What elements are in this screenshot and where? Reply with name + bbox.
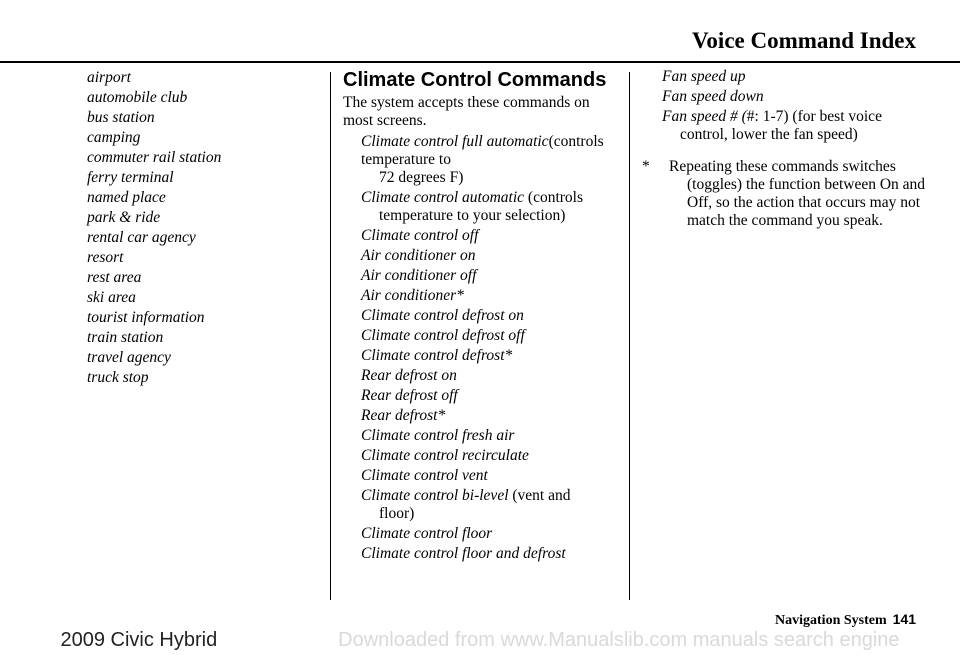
- command-text: Air conditioner on: [361, 247, 476, 264]
- footnote-text: Repeating these commands switches: [669, 158, 896, 175]
- place-item: named place: [87, 189, 166, 206]
- command-item: [662, 108, 932, 144]
- command-item: [361, 133, 618, 187]
- command-note: #: 1-7) (for best voice: [746, 108, 882, 125]
- command-note-continuation: temperature to your selection): [379, 207, 566, 224]
- command-item: [361, 247, 618, 265]
- climate-commands-section: [343, 68, 618, 565]
- command-text: Climate control vent: [361, 467, 488, 484]
- command-text: Climate control defrost*: [361, 347, 513, 364]
- page-footer: [775, 611, 916, 629]
- command-text: Climate control defrost off: [361, 327, 525, 344]
- command-note-continuation: 72 degrees F): [379, 169, 464, 186]
- command-item: [361, 407, 618, 425]
- place-item: commuter rail station: [87, 149, 222, 166]
- place-item: travel agency: [87, 349, 171, 366]
- fan-command-list: [642, 68, 932, 144]
- command-item: [361, 347, 618, 365]
- command-text: Climate control off: [361, 227, 479, 244]
- climate-command-list: [343, 133, 618, 563]
- command-text: Climate control recirculate: [361, 447, 529, 464]
- command-item: [361, 189, 618, 225]
- command-item: [361, 427, 618, 445]
- page-header-title: Voice Command Index: [691, 28, 916, 53]
- place-item: train station: [87, 329, 164, 346]
- footnote: [642, 158, 932, 230]
- column-divider-1: [330, 72, 331, 600]
- command-note: (controls: [524, 189, 584, 206]
- section-title: Climate Control Commands: [343, 69, 607, 91]
- command-item: [361, 487, 618, 523]
- command-text: Fan speed # (: [662, 108, 747, 125]
- command-item: [361, 447, 618, 465]
- page-number: 141: [892, 611, 916, 627]
- place-item: tourist information: [87, 309, 205, 326]
- command-text: Climate control floor and defrost: [361, 545, 566, 562]
- command-item: [361, 367, 618, 385]
- command-item: [361, 525, 618, 543]
- command-item: [361, 387, 618, 405]
- command-text: Climate control defrost on: [361, 307, 524, 324]
- command-text: Climate control full automatic: [361, 133, 549, 150]
- command-item: [361, 545, 618, 563]
- place-item: ferry terminal: [87, 169, 174, 186]
- command-item: [361, 267, 618, 285]
- place-item: rest area: [87, 269, 142, 286]
- command-text: Climate control bi-level: [361, 487, 509, 504]
- section-intro: The system accepts these commands on most screens.: [343, 94, 590, 129]
- watermark-bar: [0, 628, 960, 652]
- column-divider-2: [629, 72, 630, 600]
- command-item: [361, 287, 618, 305]
- command-item: [361, 327, 618, 345]
- place-item: resort: [87, 249, 124, 266]
- command-item: [361, 467, 618, 485]
- footer-section-name: Navigation System: [775, 613, 887, 628]
- command-text: Fan speed down: [662, 88, 764, 105]
- footnote-continuation: (toggles) the function between On and Off, so the action that occurs may not match the command you speak.: [687, 176, 926, 229]
- command-text: Rear defrost off: [361, 387, 458, 404]
- command-text: Rear defrost on: [361, 367, 457, 384]
- header-rule: [0, 61, 960, 63]
- fan-commands-section: [642, 68, 932, 230]
- command-item: [361, 227, 618, 245]
- command-note: (vent and: [508, 487, 571, 504]
- command-item: [361, 307, 618, 325]
- command-text: Air conditioner off: [361, 267, 477, 284]
- command-text: Climate control automatic: [361, 189, 525, 206]
- place-item: park & ride: [87, 209, 161, 226]
- command-text: Rear defrost*: [361, 407, 446, 424]
- place-list: [87, 68, 317, 388]
- watermark-source: Downloaded from www.Manualslib.com manuals search engine: [338, 628, 900, 651]
- command-item: [662, 88, 932, 106]
- command-text: Climate control floor: [361, 525, 493, 542]
- command-item: [662, 68, 932, 86]
- footnote-marker: *: [642, 158, 650, 175]
- place-item: airport: [87, 69, 131, 86]
- command-text: Air conditioner*: [361, 287, 464, 304]
- command-note-continuation: floor): [379, 505, 415, 522]
- place-item: ski area: [87, 289, 136, 306]
- watermark-model: 2009 Civic Hybrid: [60, 628, 218, 651]
- place-item: truck stop: [87, 369, 149, 386]
- command-text: Fan speed up: [662, 68, 746, 85]
- place-item: rental car agency: [87, 229, 196, 246]
- command-text: Climate control fresh air: [361, 427, 515, 444]
- place-item: bus station: [87, 109, 155, 126]
- command-note: (controls temperature to: [361, 133, 604, 168]
- place-item: automobile club: [87, 89, 188, 106]
- command-note-continuation: control, lower the fan speed): [680, 126, 858, 143]
- place-item: camping: [87, 129, 141, 146]
